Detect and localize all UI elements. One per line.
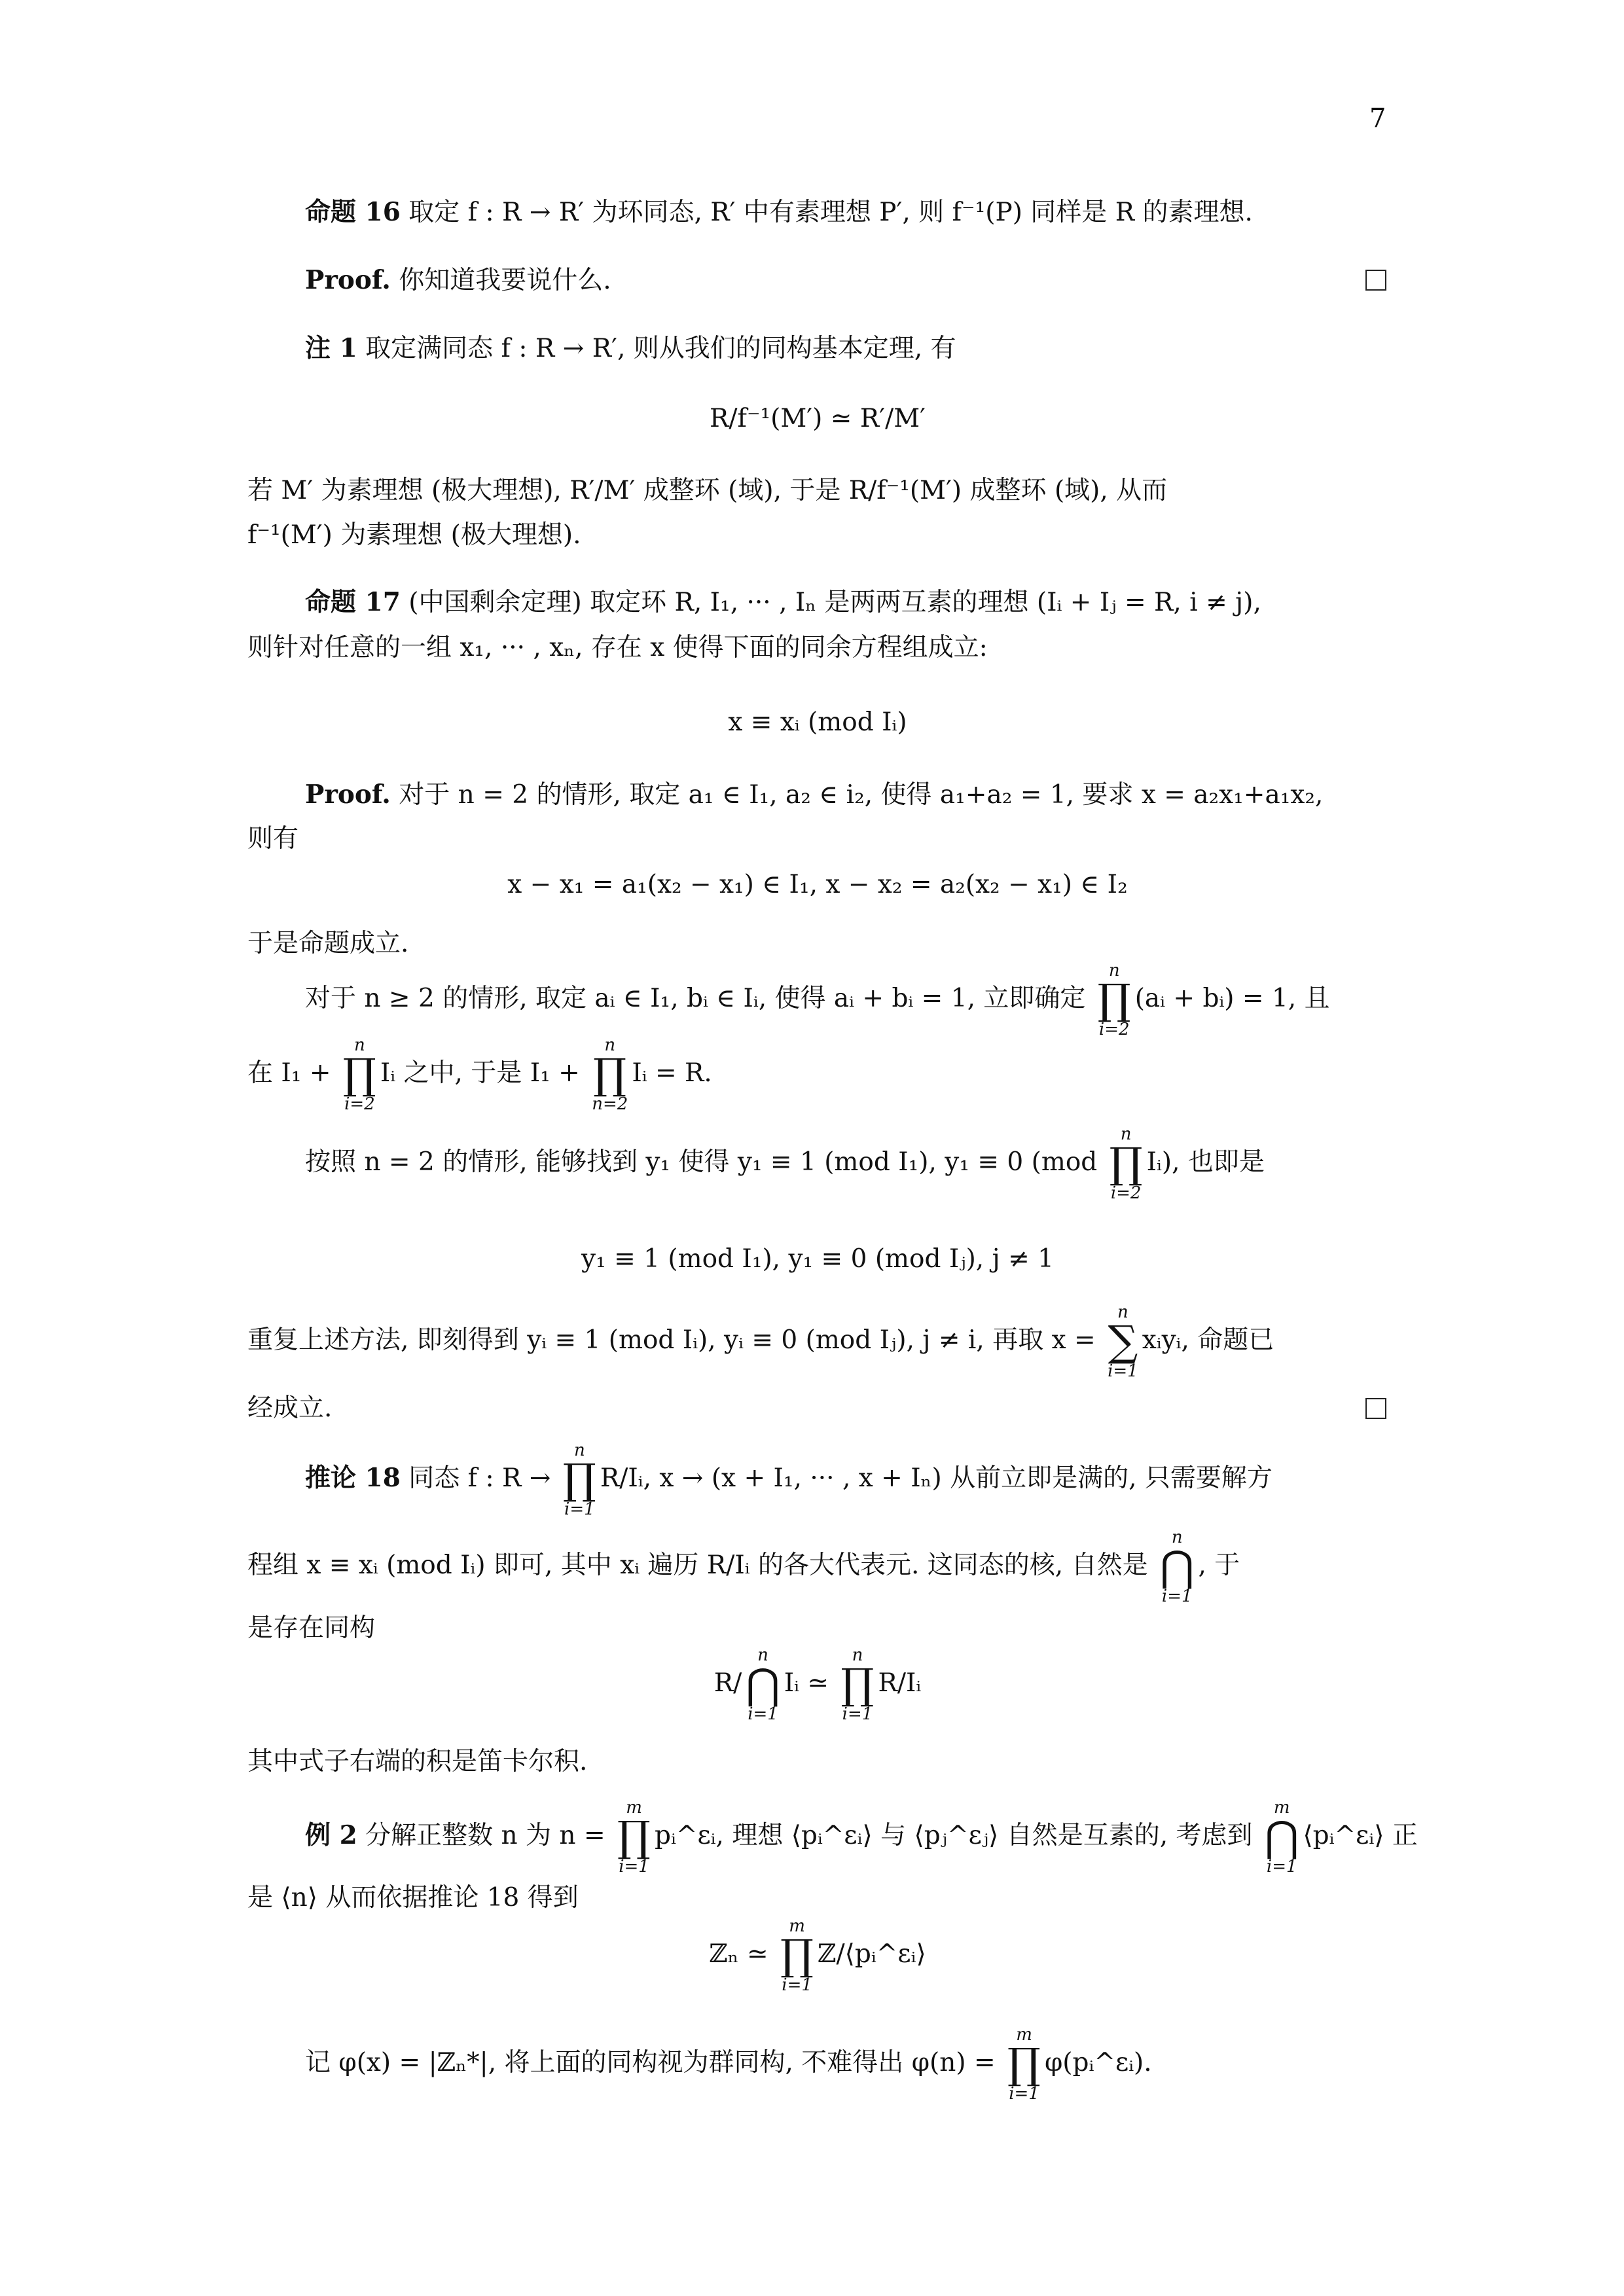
example-2-line-1a: 分解正整数 n 为 n =	[365, 1821, 605, 1850]
product-operator: n ∏ i=2	[1109, 1124, 1143, 1203]
proposition-16-label: 命题 16	[305, 197, 401, 227]
remark-1-after-line-1: 若 M′ 为素理想 (极大理想), R′/M′ 成整环 (域), 于是 R/f⁻¹(M′) 成整环 (域), 从而	[247, 476, 1168, 505]
proposition-17	[305, 584, 1388, 621]
intersection-operator: m ⋂ i=1	[1264, 1798, 1299, 1876]
corollary-18-eq-left: R/	[713, 1668, 742, 1698]
proof-17-line-7a: 重复上述方法, 即刻得到 yᵢ ≡ 1 (mod Iᵢ), yᵢ ≡ 0 (mod Iⱼ), j ≠ i, 再取 x =	[247, 1325, 1096, 1355]
proof-17-line-4b: (aᵢ + bᵢ) = 1, 且	[1134, 984, 1330, 1013]
corollary-18-line-2	[247, 1528, 1388, 1605]
proposition-17-label: 命题 17	[305, 587, 401, 617]
proof-17-line-6a: 按照 n = 2 的情形, 能够找到 y₁ 使得 y₁ ≡ 1 (mod I₁), y₁ ≡ 0 (mod	[305, 1147, 1098, 1177]
corollary-18	[305, 1440, 1388, 1518]
proposition-16-text: 取定 f : R → R′ 为环同态, R′ 中有素理想 P′, 则 f⁻¹(P) 同样是 R 的素理想.	[408, 198, 1253, 227]
proof-17-line-4	[305, 961, 1388, 1038]
product-operator: n ∏ i=1	[562, 1441, 596, 1519]
product-operator: m ∏ i=1	[1007, 2025, 1041, 2104]
proof-17-line-8: 经成立.	[247, 1393, 333, 1423]
example-2-equation	[247, 1916, 1388, 1994]
product-operator: n ∏ i=1	[840, 1645, 875, 1724]
product-operator: m ∏ i=1	[780, 1916, 814, 1995]
proof-16-text: 你知道我要说什么.	[399, 266, 611, 295]
corollary-18-line-2a: 程组 x ≡ xᵢ (mod Iᵢ) 即可, 其中 xᵢ 遍历 R/Iᵢ 的各大代表元. 这同态的核, 自然是	[247, 1551, 1148, 1580]
corollary-18-line-1a: 同态 f : R →	[408, 1463, 551, 1493]
remark-1	[305, 330, 1388, 367]
product-operator: m ∏ i=1	[617, 1798, 651, 1876]
example-2-line-3b: φ(pᵢ^εᵢ).	[1044, 2048, 1152, 2077]
page-number: 7	[1369, 103, 1386, 134]
product-operator: n ∏ i=2	[342, 1035, 376, 1114]
example-2	[305, 1797, 1418, 1876]
corollary-18-equation	[247, 1645, 1388, 1723]
example-2-line-1b: pᵢ^εᵢ, 理想 ⟨pᵢ^εᵢ⟩ 与 ⟨pⱼ^εⱼ⟩ 自然是互素的, 考虑到	[654, 1821, 1253, 1850]
proof-16	[305, 262, 1388, 299]
proof-17-line-6b: Iᵢ), 也即是	[1146, 1147, 1265, 1177]
proof-17-line-2: 则有	[247, 824, 299, 853]
proof-17-equation-1: x − x₁ = a₁(x₂ − x₁) ∈ I₁, x − x₂ = a₂(x₂ − x₁) ∈ I₂	[507, 870, 1128, 899]
proof-17-line-7	[247, 1302, 1388, 1380]
proof-17-line-1: 对于 n = 2 的情形, 取定 a₁ ∈ I₁, a₂ ∈ i₂, 使得 a₁+a₂ = 1, 要求 x = a₂x₁+a₁x₂,	[399, 780, 1324, 810]
remark-1-label: 注 1	[305, 333, 357, 363]
example-2-line-1c: ⟨pᵢ^εᵢ⟩ 正	[1303, 1821, 1418, 1850]
qed-box-icon	[1365, 1398, 1386, 1419]
example-2-eq-left: ℤₙ ≃	[709, 1939, 768, 1969]
sum-operator: n ∑ i=1	[1108, 1302, 1138, 1381]
corollary-18-line-1b: R/Iᵢ, x → (x + I₁, ··· , x + Iₙ) 从前立即是满的, 只需要解方	[600, 1463, 1272, 1493]
product-operator: n ∏ n=2	[592, 1035, 628, 1114]
corollary-18-eq-mid: Iᵢ ≃	[784, 1668, 829, 1698]
proof-17-line-4a: 对于 n ≥ 2 的情形, 取定 aᵢ ∈ I₁, bᵢ ∈ Iᵢ, 使得 aᵢ + bᵢ = 1, 立即确定	[305, 984, 1086, 1013]
example-2-line-3	[305, 2025, 1388, 2102]
proof-17	[305, 776, 1388, 814]
proposition-17-line-1: (中国剩余定理) 取定环 R, I₁, ··· , Iₙ 是两两互素的理想 (Iᵢ + Iⱼ = R, i ≠ j),	[408, 588, 1261, 617]
proof-17-line-5	[247, 1035, 1388, 1113]
proof-16-label: Proof.	[305, 265, 391, 295]
proof-17-label: Proof.	[305, 780, 391, 810]
remark-1-after-line-2: f⁻¹(M′) 为素理想 (极大理想).	[247, 520, 581, 550]
proof-17-line-3: 于是命题成立.	[247, 929, 409, 958]
proof-17-line-5c: Iᵢ = R.	[632, 1058, 712, 1088]
corollary-18-line-4: 其中式子右端的积是笛卡尔积.	[247, 1747, 588, 1776]
remark-1-equation: R/f⁻¹(M′) ≃ R′/M′	[710, 404, 926, 433]
example-2-line-2: 是 ⟨n⟩ 从而依据推论 18 得到	[247, 1883, 579, 1912]
proof-17-line-6	[305, 1124, 1388, 1202]
proposition-16	[305, 194, 1388, 231]
corollary-18-eq-right: R/Iᵢ	[878, 1668, 922, 1698]
intersection-operator: n ⋂ i=1	[746, 1645, 780, 1724]
corollary-18-label: 推论 18	[305, 1463, 401, 1493]
proof-17-equation-2: y₁ ≡ 1 (mod I₁), y₁ ≡ 0 (mod Iⱼ), j ≠ 1	[581, 1244, 1054, 1274]
example-2-label: 例 2	[305, 1820, 357, 1850]
proof-17-line-5b: Iᵢ 之中, 于是 I₁ +	[380, 1058, 580, 1088]
proposition-17-line-2: 则针对任意的一组 x₁, ··· , xₙ, 存在 x 使得下面的同余方程组成立:	[247, 633, 988, 662]
example-2-line-3a: 记 φ(x) = |ℤₙ*|, 将上面的同构视为群同构, 不难得出 φ(n) =	[305, 2048, 996, 2077]
qed-box-icon	[1365, 270, 1386, 291]
intersection-operator: n ⋂ i=1	[1159, 1528, 1195, 1606]
example-2-eq-right: ℤ/⟨pᵢ^εᵢ⟩	[818, 1939, 926, 1969]
product-operator: n ∏ i=2	[1097, 961, 1131, 1039]
corollary-18-line-2b: , 于	[1198, 1551, 1240, 1580]
proposition-17-equation: x ≡ xᵢ (mod Iᵢ)	[728, 708, 907, 737]
corollary-18-line-3: 是存在同构	[247, 1613, 376, 1643]
remark-1-text: 取定满同态 f : R → R′, 则从我们的同构基本定理, 有	[365, 334, 956, 363]
proof-17-line-7b: xᵢyᵢ, 命题已	[1142, 1325, 1274, 1355]
proof-17-line-5a: 在 I₁ +	[247, 1058, 331, 1088]
